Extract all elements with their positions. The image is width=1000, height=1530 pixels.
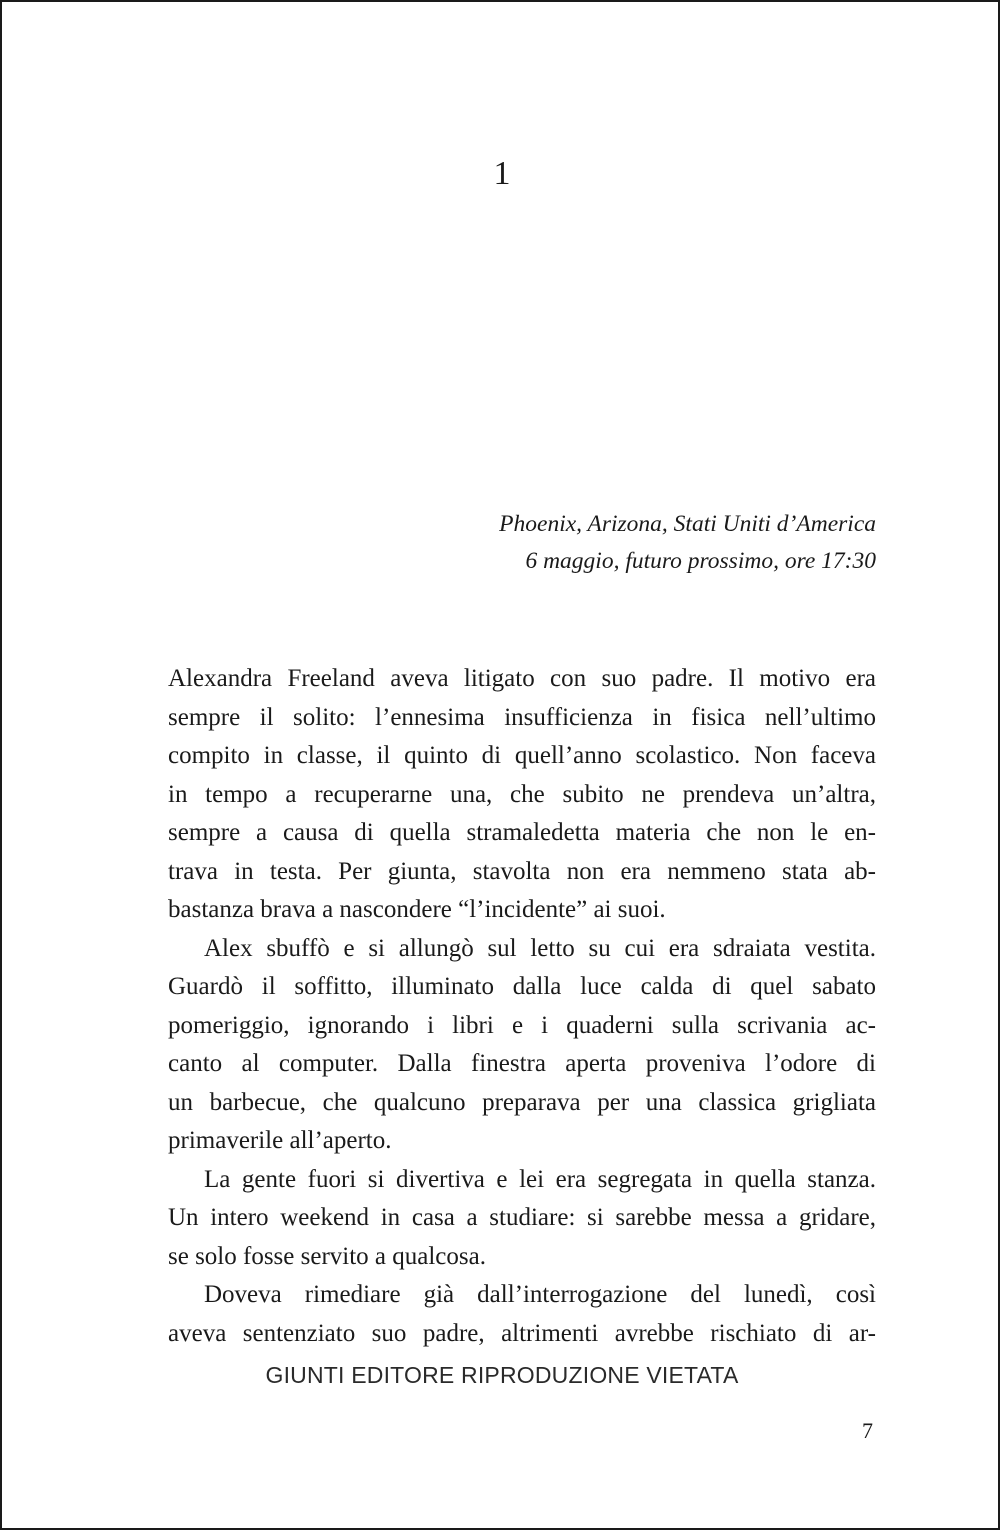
body-line: se solo fosse servito a qualcosa. [168, 1242, 486, 1270]
body-line: Alex sbuffò e si allungò sul letto su cui era sdraiata vestita. [204, 934, 876, 962]
body-line: aveva sentenziato suo padre, altrimenti avrebbe rischiato di ar- [168, 1319, 876, 1347]
body-line: Doveva rimediare già dall’interrogazione del lunedì, così [204, 1281, 876, 1308]
body-line: Alexandra Freeland aveva litigato con suo padre. Il motivo era [168, 665, 876, 692]
body-line: La gente fuori si divertiva e lei era segregata in quella stanza. [204, 1165, 876, 1193]
body-text [168, 660, 876, 1353]
watermark-notice: GIUNTI EDITORE RIPRODUZIONE VIETATA [265, 1362, 739, 1388]
page-number: 7 [862, 1418, 873, 1443]
body-line: canto al computer. Dalla finestra aperta proveniva l’odore di [168, 1050, 876, 1077]
body-line: sempre a causa di quella stramaledetta materia che non le en- [168, 819, 876, 846]
body-line: primaverile all’aperto. [168, 1127, 392, 1154]
body-line: bastanza brava a nascondere “l’incidente” ai suoi. [168, 896, 666, 923]
body-line: pomeriggio, ignorando i libri e i quaderni sulla scrivania ac- [168, 1011, 876, 1039]
location-place: Phoenix, Arizona, Stati Uniti d’America [499, 511, 876, 537]
body-line: Guardò il soffitto, illuminato dalla luce calda di quel sabato [168, 973, 876, 1000]
location-datetime: 6 maggio, futuro prossimo, ore 17:30 [525, 548, 876, 574]
chapter-number: 1 [493, 155, 511, 192]
body-line: in tempo a recuperarne una, che subito ne prendeva un’altra, [168, 780, 876, 808]
location-heading [168, 506, 876, 580]
body-line: Un intero weekend in casa a studiare: si sarebbe messa a gridare, [168, 1204, 876, 1231]
body-line: trava in testa. Per giunta, stavolta non era nemmeno stata ab- [168, 857, 876, 885]
body-line: sempre il solito: l’ennesima insufficienza in fisica nell’ultimo [168, 703, 876, 731]
body-line: un barbecue, che qualcuno preparava per una classica grigliata [168, 1088, 876, 1116]
body-line: compito in classe, il quinto di quell’anno scolastico. Non faceva [168, 742, 876, 769]
